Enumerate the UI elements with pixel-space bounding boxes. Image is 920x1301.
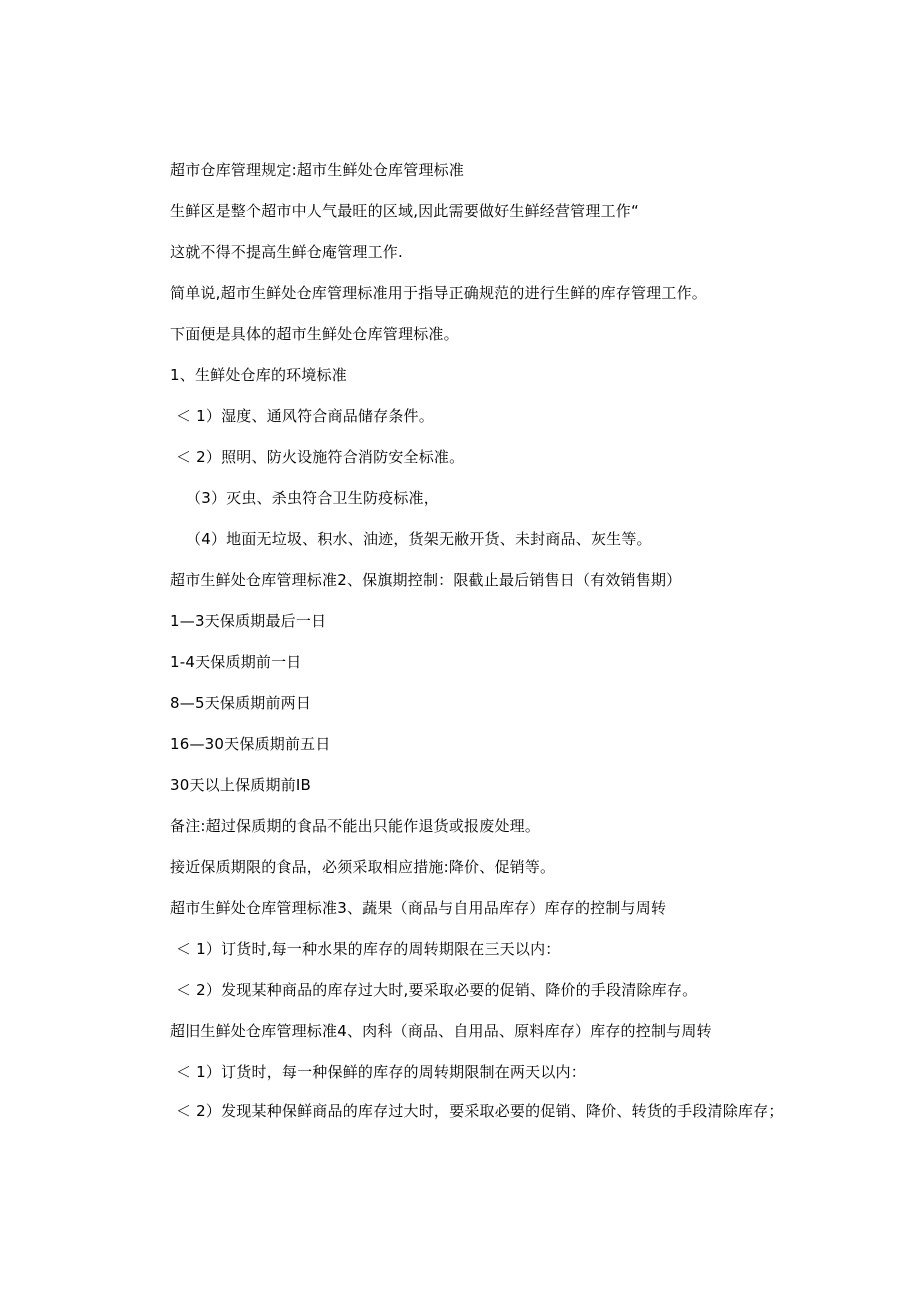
list-item: ＜ 1）湿度、通风符合商品储存条件。 (176, 407, 434, 425)
section-heading: 超市生鲜处仓库管理标准3、蔬果（商品与自用品库存）库存的控制与周转 (170, 899, 667, 917)
list-item: （4）地面无垃圾、积水、油迹，货架无敝开货、未封商品、灰生等。 (186, 530, 652, 548)
list-item: ＜ 2）发现某种商品的库存过大时,要采取必要的促销、降价的手段清除库存。 (176, 981, 698, 999)
list-item: 16—30天保质期前五日 (170, 735, 331, 753)
section-heading: 超市生鲜处仓库管理标准2、保旗期控制：限截止最后销售日（有效销售期） (170, 571, 682, 589)
section-heading: 1、生鲜处仓库的环境标准 (170, 366, 347, 384)
list-item: 30天以上保质期前IB (170, 776, 312, 794)
paragraph-line: 下面便是具体的超市生鲜处仓库管理标准。 (170, 325, 459, 343)
paragraph-line: 生鲜区是整个超市中人气最旺的区域,因此需要做好生鲜经营管理工作“ (170, 202, 639, 220)
section-heading: 超旧生鲜处仓库管理标准4、肉科（商品、自用品、原料库存）库存的控制与周转 (170, 1022, 712, 1040)
paragraph-line: 简单说,超市生鲜处仓库管理标准用于指导正确规范的进行生鲜的库存管理工作。 (170, 284, 707, 302)
list-item: ＜ 2）发现某种保鲜商品的库存过大时，要采取必要的促销、降价、转货的手段清除库存； (176, 1102, 784, 1120)
list-item: ＜ 2）照明、防火设施符合消防安全标准。 (176, 448, 465, 466)
note-line: 备注:超过保质期的食品不能出只能作退货或报废处理。 (170, 817, 541, 835)
note-line: 接近保质期限的食品，必须采取相应措施:降价、促销等。 (170, 858, 556, 876)
doc-title: 超市仓库管理规定:超市生鲜处仓库管理标准 (170, 161, 465, 179)
list-item: 8—5天保质期前两日 (170, 694, 312, 712)
list-item: 1-4天保质期前一日 (170, 653, 302, 671)
paragraph-line: 这就不得不提高生鲜仓庵管理工作. (170, 243, 403, 261)
list-item: （3）灭虫、杀虫符合卫生防疫标准， (186, 489, 439, 507)
list-item: ＜ 1）订货时，每一种保鲜的库存的周转期限制在两天以内： (176, 1063, 586, 1081)
list-item: ＜ 1）订货时,每一种水果的库存的周转期限在三天以内： (176, 940, 561, 958)
list-item: 1—3天保质期最后一日 (170, 612, 327, 630)
